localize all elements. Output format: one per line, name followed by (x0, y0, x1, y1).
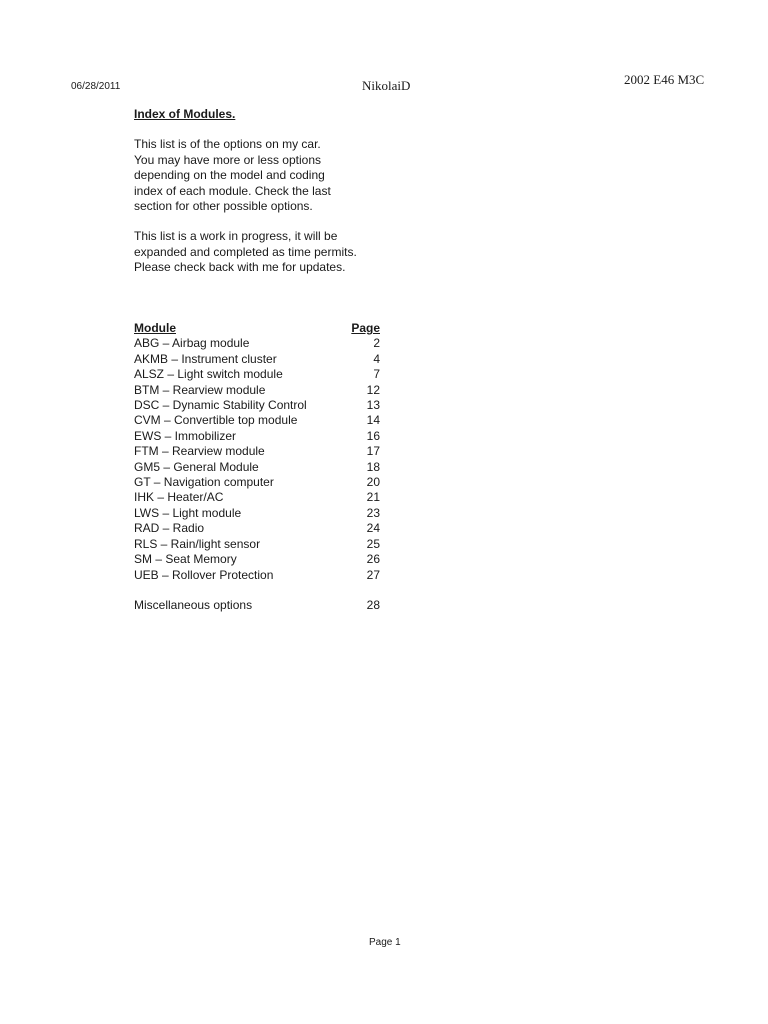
table-row (134, 413, 380, 428)
header-author: NikolaiD (362, 78, 411, 93)
module-name: IHK – Heater/AC (134, 490, 224, 505)
module-name: ALSZ – Light switch module (134, 367, 283, 382)
page-title: Index of Modules. (134, 107, 236, 121)
module-name: LWS – Light module (134, 505, 242, 520)
table-row (134, 552, 380, 567)
page-number: 24 (366, 521, 380, 536)
intro-line: You may have more or less options (134, 152, 321, 167)
table-rows (134, 336, 380, 583)
module-name: RLS – Rain/light sensor (134, 536, 261, 551)
page-number: 20 (366, 475, 380, 490)
table-row (134, 506, 380, 521)
table-row (134, 336, 380, 351)
module-name: GM5 – General Module (134, 459, 259, 474)
page-number: 18 (366, 459, 380, 474)
table-row (134, 444, 380, 459)
module-name: AKMB – Instrument cluster (134, 351, 277, 366)
module-name: Miscellaneous options (134, 598, 253, 613)
module-name: BTM – Rearview module (134, 382, 266, 397)
table-row (134, 537, 380, 552)
table-row (134, 367, 380, 382)
page-number: 26 (366, 552, 380, 567)
intro-line: index of each module. Check the last (134, 183, 331, 198)
table-row (134, 429, 380, 444)
page-number: 12 (366, 382, 380, 397)
table-row-misc (134, 598, 380, 613)
intro-line: section for other possible options. (134, 199, 313, 214)
page-number: 14 (366, 413, 380, 428)
module-name: FTM – Rearview module (134, 444, 265, 459)
page-number: 13 (366, 398, 380, 413)
page-number: 7 (373, 367, 380, 382)
module-name: RAD – Radio (134, 521, 205, 536)
progress-line: expanded and completed as time permits. (134, 244, 357, 259)
module-name: GT – Navigation computer (134, 475, 274, 490)
intro-paragraph (134, 137, 384, 214)
module-name: UEB – Rollover Protection (134, 567, 274, 582)
module-name: ABG – Airbag module (134, 336, 250, 351)
table-row (134, 398, 380, 413)
page-number: 2 (373, 336, 380, 351)
module-name: EWS – Immobilizer (134, 428, 237, 443)
page-footer: Page 1 (369, 937, 401, 948)
page-number: 16 (366, 428, 380, 443)
table-row (134, 568, 380, 583)
table-row (134, 460, 380, 475)
intro-line: depending on the model and coding (134, 168, 325, 183)
page-number: 23 (366, 505, 380, 520)
page-number: 25 (366, 536, 380, 551)
page-number: 21 (366, 490, 380, 505)
column-header-module: Module (134, 321, 176, 335)
document-body (134, 107, 384, 291)
table-row (134, 475, 380, 490)
page-number: 17 (366, 444, 380, 459)
table-row (134, 521, 380, 536)
progress-line: This list is a work in progress, it will be (134, 229, 338, 244)
module-index-table (134, 321, 380, 614)
spacer (134, 583, 380, 598)
page-number: 28 (366, 598, 380, 613)
table-header-row (134, 321, 380, 336)
header-car-model: 2002 E46 M3C (624, 72, 705, 87)
column-header-page: Page (351, 321, 380, 335)
page-number: 4 (373, 351, 380, 366)
module-name: SM – Seat Memory (134, 552, 237, 567)
table-row (134, 490, 380, 505)
module-name: DSC – Dynamic Stability Control (134, 398, 307, 413)
module-name: CVM – Convertible top module (134, 413, 298, 428)
table-row (134, 383, 380, 398)
table-row (134, 352, 380, 367)
intro-line: This list is of the options on my car. (134, 137, 321, 152)
header-date: 06/28/2011 (71, 81, 121, 92)
progress-line: Please check back with me for updates. (134, 260, 346, 275)
progress-paragraph (134, 229, 384, 275)
page-number: 27 (366, 567, 380, 582)
